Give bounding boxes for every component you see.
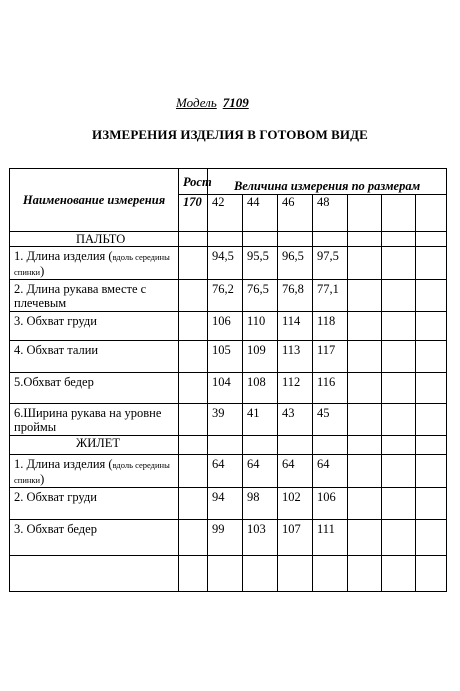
empty-cell — [382, 556, 416, 592]
measurement-value: 114 — [278, 312, 313, 341]
measurement-value: 112 — [278, 373, 313, 404]
size-header: 42 — [208, 195, 243, 232]
measurement-value: 118 — [313, 312, 348, 341]
empty-cell — [382, 373, 416, 404]
empty-cell — [382, 436, 416, 455]
empty-cell — [416, 404, 447, 436]
model-label — [176, 95, 249, 111]
empty-cell — [382, 404, 416, 436]
empty-cell — [243, 556, 278, 592]
empty-cell — [416, 232, 447, 247]
measurement-value: 41 — [243, 404, 278, 436]
header-sizes-cell: Величина измерения по размерам — [208, 169, 447, 195]
measurement-value: 105 — [208, 341, 243, 373]
empty-cell — [243, 436, 278, 455]
measurement-value: 107 — [278, 520, 313, 556]
measurement-value: 94 — [208, 488, 243, 520]
measurement-value: 102 — [278, 488, 313, 520]
measurement-value: 43 — [278, 404, 313, 436]
rost-cell — [179, 404, 208, 436]
measurement-label: 4. Обхват талии — [14, 343, 99, 357]
measurement-label: 2. Длина рукава вместе с плечевым — [14, 282, 147, 310]
section-row — [10, 436, 447, 455]
header-rost-cell: Рост — [179, 169, 208, 195]
measurement-value: 96,5 — [278, 247, 313, 280]
rost-value: 170 — [179, 195, 208, 232]
empty-row — [10, 556, 447, 592]
measurement-label: 6.Ширина рукава на уровне проймы — [14, 406, 162, 434]
table-row — [10, 455, 447, 488]
measurement-value: 117 — [313, 341, 348, 373]
measurement-name — [10, 341, 179, 373]
rost-cell — [179, 373, 208, 404]
measurement-value: 108 — [243, 373, 278, 404]
rost-cell — [179, 312, 208, 341]
measurement-value: 94,5 — [208, 247, 243, 280]
table-row — [10, 520, 447, 556]
empty-cell — [382, 195, 416, 232]
measurement-value: 110 — [243, 312, 278, 341]
measurement-value: 64 — [278, 455, 313, 488]
section-row — [10, 232, 447, 247]
measurement-name — [10, 373, 179, 404]
empty-cell — [416, 341, 447, 373]
measurement-value: 77,1 — [313, 280, 348, 312]
measurement-value: 111 — [313, 520, 348, 556]
measurement-label-tail: ) — [40, 264, 45, 278]
empty-cell — [179, 436, 208, 455]
empty-cell — [348, 436, 382, 455]
measurement-label: 3. Обхват груди — [14, 314, 97, 328]
header-row — [10, 169, 447, 195]
section-title: ЖИЛЕТ — [10, 436, 179, 455]
measurement-value: 98 — [243, 488, 278, 520]
measurement-value: 76,8 — [278, 280, 313, 312]
measurement-label: 1. Длина изделия ( — [14, 249, 113, 263]
measurement-value: 76,2 — [208, 280, 243, 312]
measurement-name — [10, 312, 179, 341]
measurement-value: 97,5 — [313, 247, 348, 280]
measurement-name — [10, 247, 179, 280]
table-row — [10, 373, 447, 404]
empty-cell — [208, 556, 243, 592]
measurement-value: 95,5 — [243, 247, 278, 280]
empty-cell — [348, 341, 382, 373]
empty-cell — [348, 455, 382, 488]
measurement-value: 113 — [278, 341, 313, 373]
measurement-note: вдоль середины спинки — [14, 460, 170, 485]
empty-cell — [348, 373, 382, 404]
empty-cell — [416, 488, 447, 520]
measurement-value: 64 — [313, 455, 348, 488]
measurement-value: 103 — [243, 520, 278, 556]
empty-cell — [416, 556, 447, 592]
empty-cell — [382, 280, 416, 312]
measurement-name — [10, 488, 179, 520]
empty-cell — [382, 312, 416, 341]
empty-cell — [10, 556, 179, 592]
measurement-label: 2. Обхват груди — [14, 490, 97, 504]
empty-cell — [348, 404, 382, 436]
table-row — [10, 488, 447, 520]
measurement-value: 106 — [208, 312, 243, 341]
model-number: 7109 — [222, 95, 249, 110]
measurement-name — [10, 280, 179, 312]
empty-cell — [313, 556, 348, 592]
measurements-table — [9, 168, 447, 592]
table-row — [10, 247, 447, 280]
empty-cell — [208, 232, 243, 247]
empty-cell — [416, 280, 447, 312]
header-name-cell: Наименование измерения — [10, 169, 179, 232]
empty-cell — [348, 280, 382, 312]
measurement-value: 76,5 — [243, 280, 278, 312]
measurement-value: 45 — [313, 404, 348, 436]
table-row — [10, 404, 447, 436]
page-title: ИЗМЕРЕНИЯ ИЗДЕЛИЯ В ГОТОВОМ ВИДЕ — [92, 127, 368, 142]
measurement-value: 106 — [313, 488, 348, 520]
measurement-name — [10, 520, 179, 556]
rost-cell — [179, 280, 208, 312]
measurement-value: 64 — [208, 455, 243, 488]
measurement-value: 109 — [243, 341, 278, 373]
empty-cell — [348, 247, 382, 280]
empty-cell — [416, 195, 447, 232]
empty-cell — [348, 312, 382, 341]
empty-cell — [382, 488, 416, 520]
empty-cell — [348, 556, 382, 592]
empty-cell — [348, 195, 382, 232]
empty-cell — [278, 556, 313, 592]
rost-cell — [179, 488, 208, 520]
empty-cell — [416, 247, 447, 280]
empty-cell — [382, 247, 416, 280]
measurement-note: вдоль середины спинки — [14, 252, 170, 277]
empty-cell — [313, 232, 348, 247]
empty-cell — [416, 373, 447, 404]
empty-cell — [382, 232, 416, 247]
measurement-value: 39 — [208, 404, 243, 436]
model-label-text: Модель — [176, 95, 217, 110]
empty-cell — [416, 520, 447, 556]
table-row — [10, 341, 447, 373]
empty-cell — [382, 341, 416, 373]
section-title: ПАЛЬТО — [10, 232, 179, 247]
empty-cell — [382, 520, 416, 556]
measurement-value: 104 — [208, 373, 243, 404]
empty-cell — [278, 436, 313, 455]
empty-cell — [313, 436, 348, 455]
measurement-name — [10, 455, 179, 488]
empty-cell — [179, 556, 208, 592]
empty-cell — [348, 488, 382, 520]
measurement-label: 1. Длина изделия ( — [14, 457, 113, 471]
table-row — [10, 280, 447, 312]
empty-cell — [179, 232, 208, 247]
size-header: 44 — [243, 195, 278, 232]
empty-cell — [278, 232, 313, 247]
rost-cell — [179, 455, 208, 488]
empty-cell — [348, 520, 382, 556]
rost-cell — [179, 341, 208, 373]
measurement-label: 5.Обхват бедер — [14, 375, 94, 389]
empty-cell — [243, 232, 278, 247]
size-header: 48 — [313, 195, 348, 232]
rost-cell — [179, 520, 208, 556]
rost-cell — [179, 247, 208, 280]
measurement-value: 64 — [243, 455, 278, 488]
measurement-label-tail: ) — [40, 472, 45, 486]
measurement-value: 116 — [313, 373, 348, 404]
empty-cell — [416, 436, 447, 455]
measurement-name — [10, 404, 179, 436]
empty-cell — [208, 436, 243, 455]
measurement-value: 99 — [208, 520, 243, 556]
measurement-label: 3. Обхват бедер — [14, 522, 97, 536]
empty-cell — [416, 312, 447, 341]
size-header: 46 — [278, 195, 313, 232]
empty-cell — [348, 232, 382, 247]
empty-cell — [416, 455, 447, 488]
empty-cell — [382, 455, 416, 488]
table-row — [10, 312, 447, 341]
